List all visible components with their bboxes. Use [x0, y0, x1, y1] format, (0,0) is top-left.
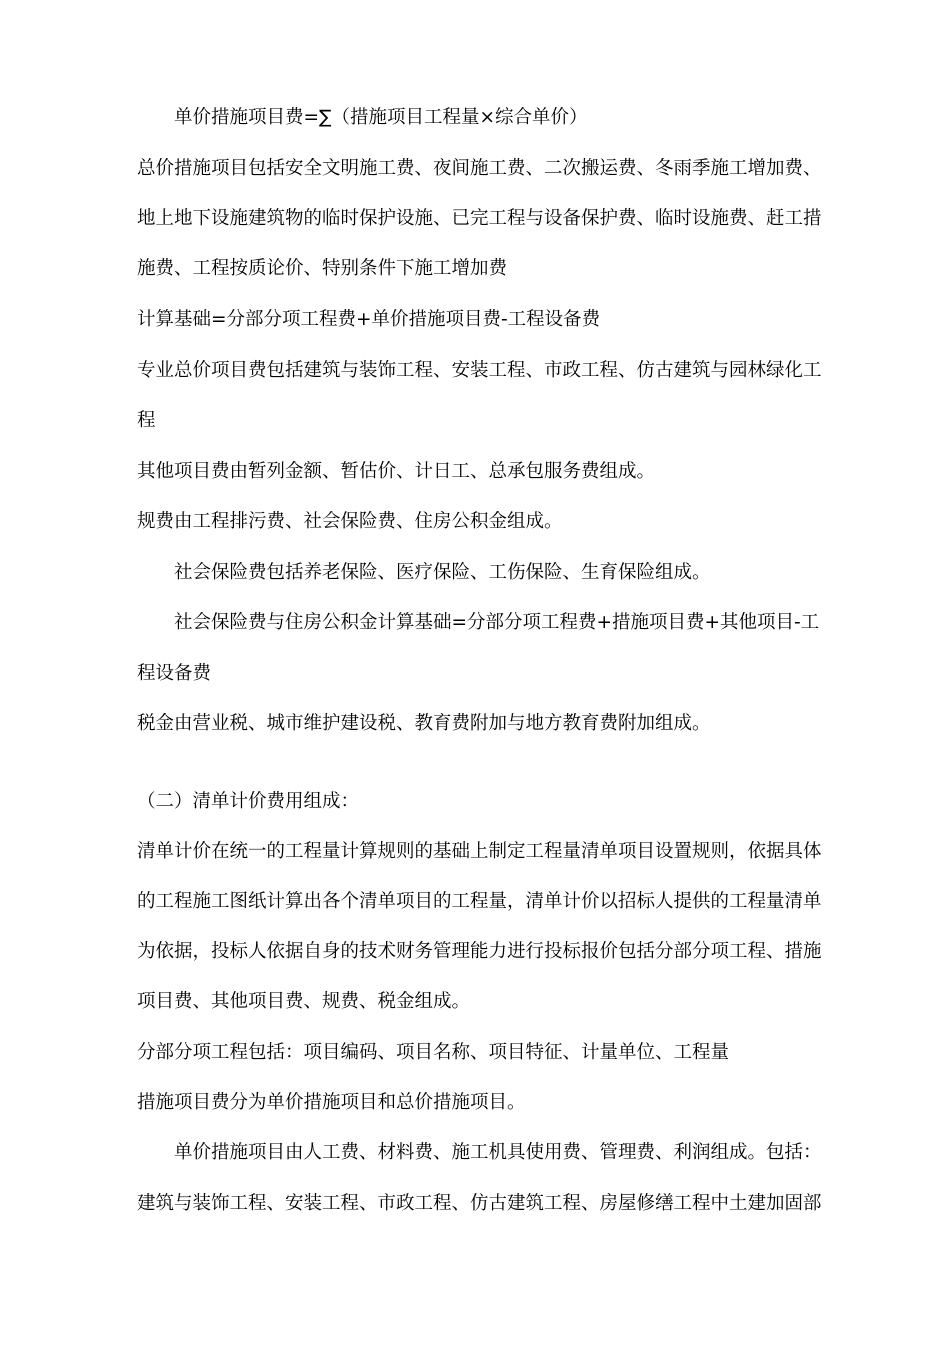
paragraph-list-pricing-line3: 为依据，投标人依据自身的技术财务管理能力进行投标报价包括分部分项工程、措施	[137, 941, 822, 962]
paragraph-professional-total-line2: 程	[137, 410, 156, 431]
paragraph-total-price-measures-line1: 总价措施项目包括安全文明施工费、夜间施工费、二次搬运费、冬雨季施工增加费、	[137, 158, 822, 179]
paragraph-social-insurance: 社会保险费包括养老保险、医疗保险、工伤保险、生育保险组成。	[174, 562, 711, 583]
formula-social-insurance-base-line1: 社会保险费与住房公积金计算基础=分部分项工程费+措施项目费+其他项目-工	[174, 612, 820, 633]
formula-calculation-base: 计算基础=分部分项工程费+单价措施项目费-工程设备费	[137, 309, 601, 330]
section-heading-list-pricing: （二）清单计价费用组成：	[137, 791, 360, 812]
formula-social-insurance-base-line2: 程设备费	[137, 663, 212, 684]
paragraph-total-price-measures-line3: 施费、工程按质论价、特别条件下施工增加费	[137, 258, 508, 279]
paragraph-unit-price-measures-line1: 单价措施项目由人工费、材料费、施工机具使用费、管理费、利润组成。包括：	[174, 1142, 822, 1163]
paragraph-other-items: 其他项目费由暂列金额、暂估价、计日工、总承包服务费组成。	[137, 461, 656, 482]
paragraph-fees: 规费由工程排污费、社会保险费、住房公积金组成。	[137, 511, 563, 532]
paragraph-professional-total-line1: 专业总价项目费包括建筑与装饰工程、安装工程、市政工程、仿古建筑与园林绿化工	[137, 360, 822, 381]
paragraph-sub-item-works: 分部分项工程包括：项目编码、项目名称、项目特征、计量单位、工程量	[137, 1042, 730, 1063]
formula-unit-price-measures: 单价措施项目费=∑（措施项目工程量×综合单价）	[174, 107, 588, 128]
paragraph-list-pricing-line1: 清单计价在统一的工程量计算规则的基础上制定工程量清单项目设置规则，依据具体	[137, 841, 822, 862]
paragraph-tax: 税金由营业税、城市维护建设税、教育费附加与地方教育费附加组成。	[137, 713, 711, 734]
paragraph-total-price-measures-line2: 地上地下设施建筑物的临时保护设施、已完工程与设备保护费、临时设施费、赶工措	[137, 208, 822, 229]
paragraph-list-pricing-line2: 的工程施工图纸计算出各个清单项目的工程量，清单计价以招标人提供的工程量清单	[137, 891, 822, 912]
paragraph-list-pricing-line4: 项目费、其他项目费、规费、税金组成。	[137, 991, 471, 1012]
paragraph-measure-fees: 措施项目费分为单价措施项目和总价措施项目。	[137, 1092, 526, 1113]
paragraph-unit-price-measures-line2: 建筑与装饰工程、安装工程、市政工程、仿古建筑工程、房屋修缮工程中土建加固部	[137, 1193, 822, 1214]
